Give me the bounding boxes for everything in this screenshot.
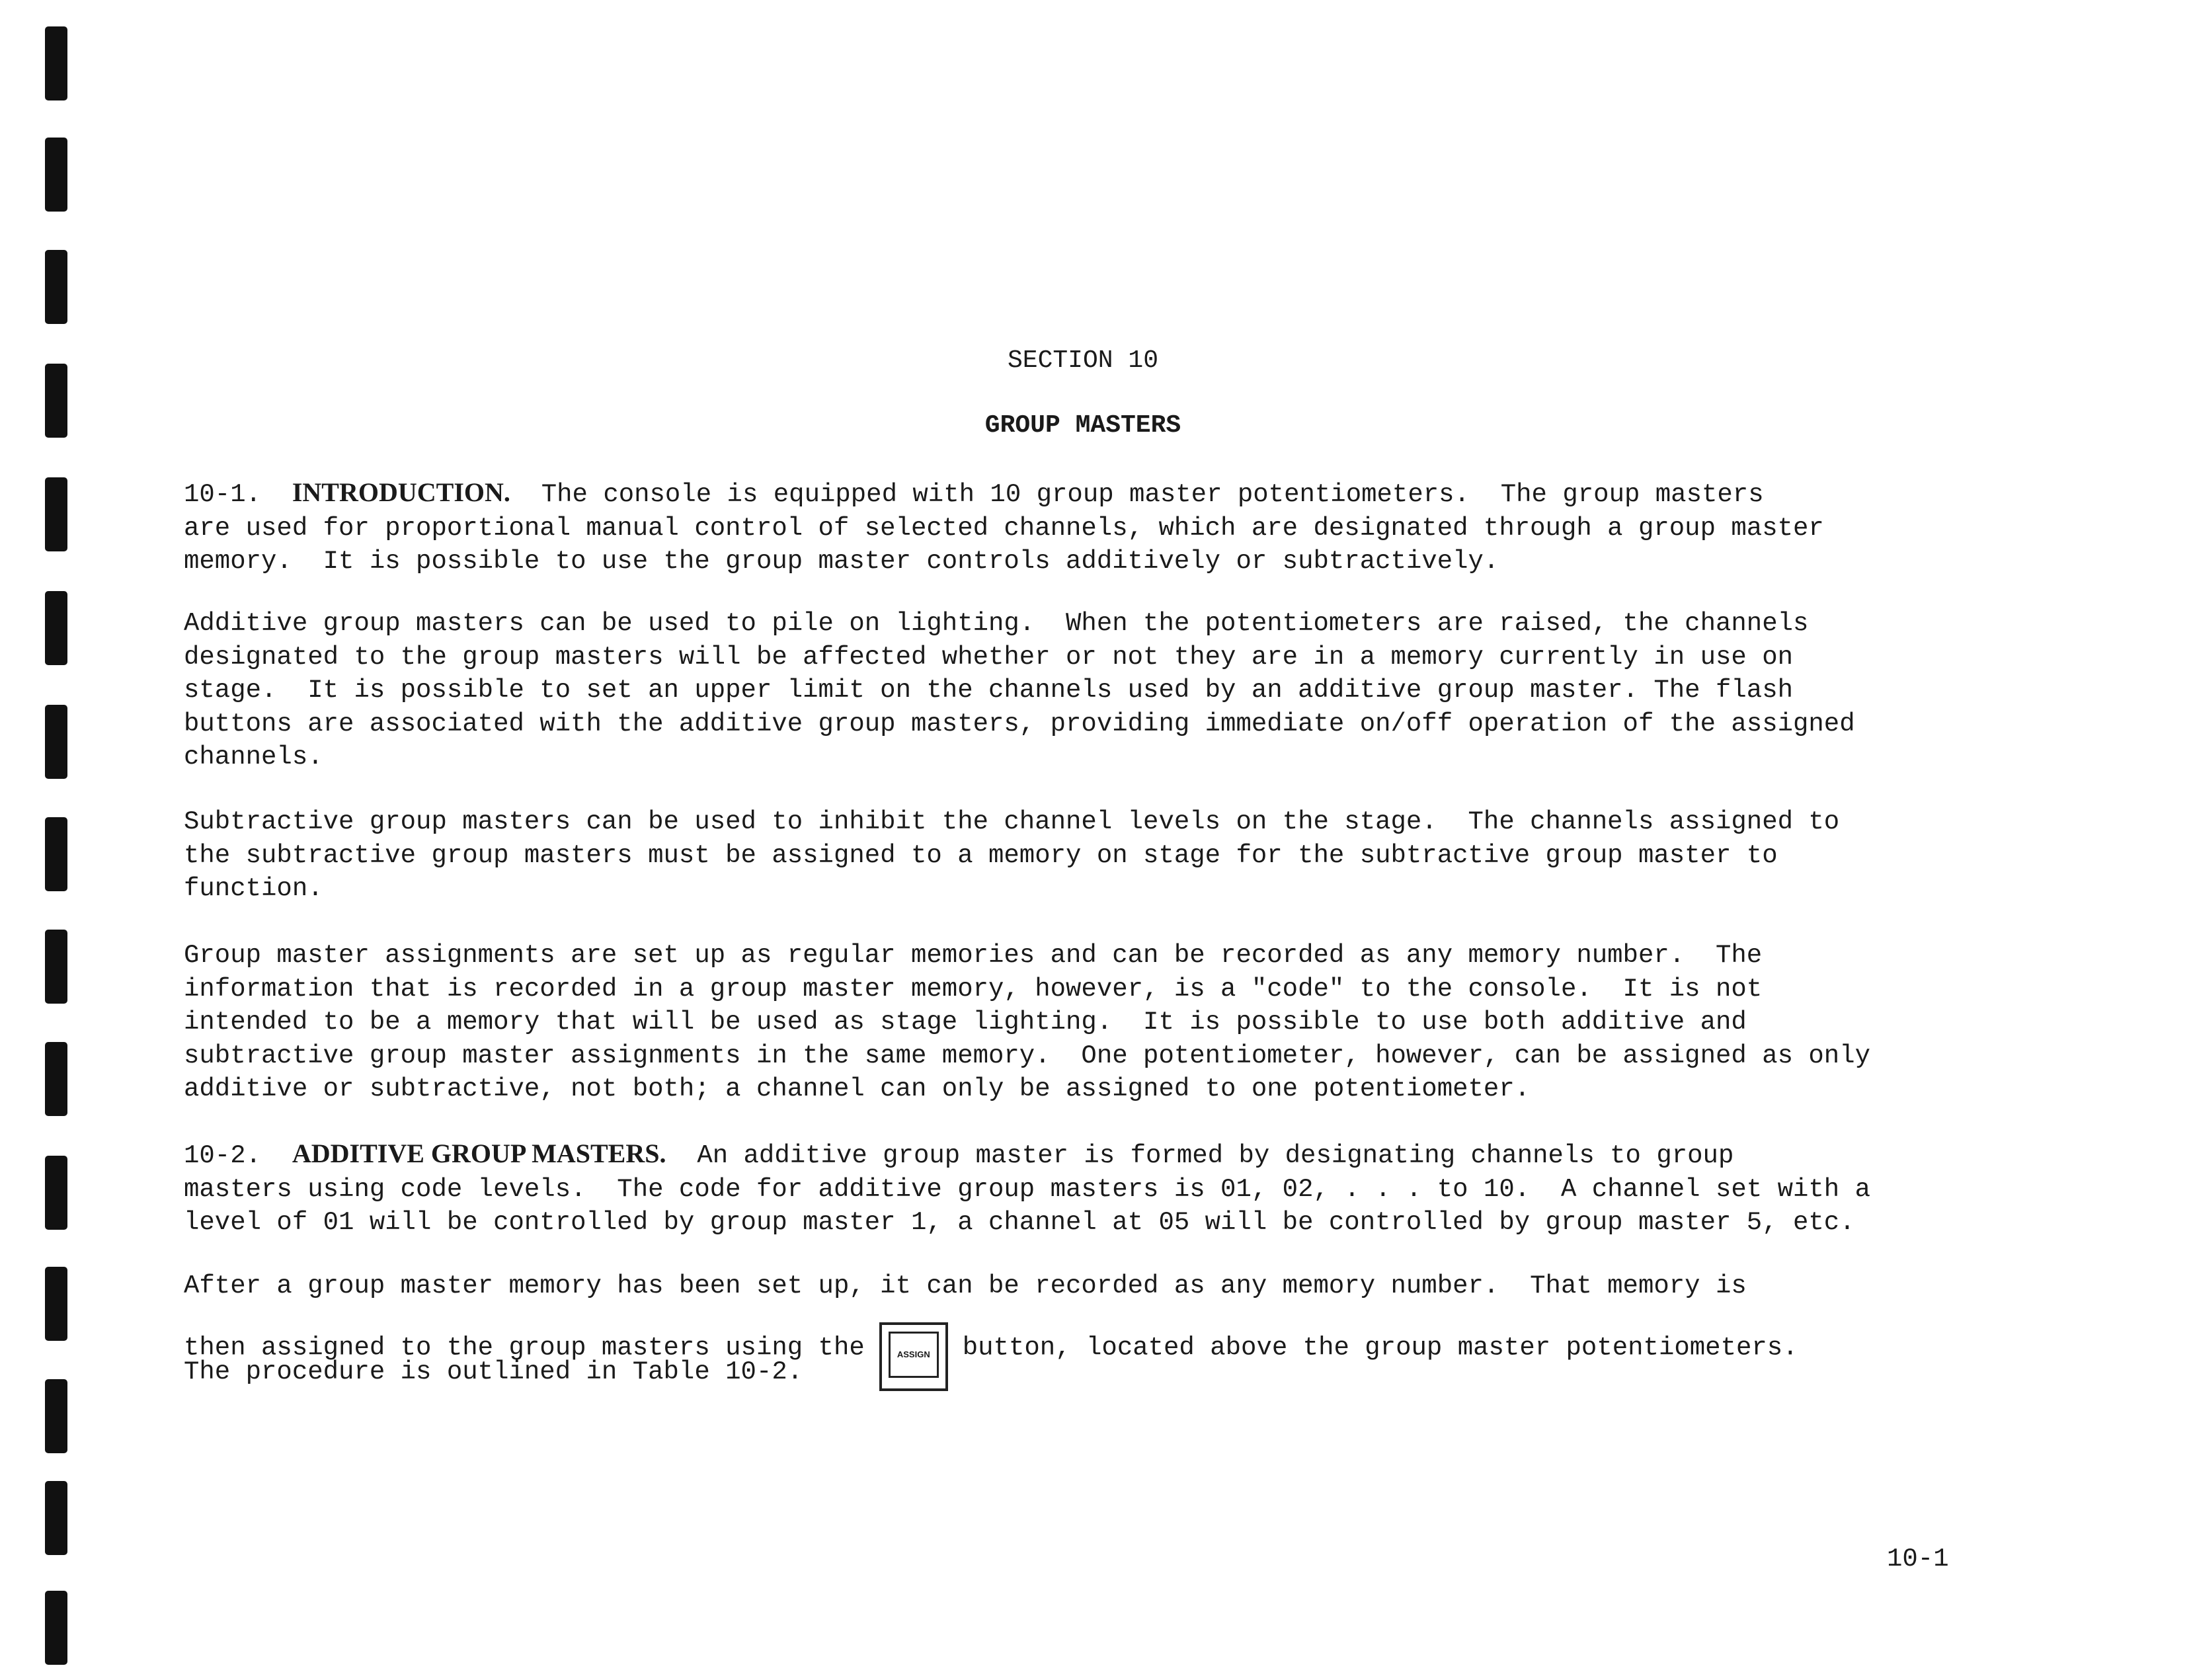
paragraph-heading: ADDITIVE GROUP MASTERS. xyxy=(292,1139,666,1168)
binding-hole xyxy=(45,250,67,324)
binding-hole xyxy=(45,1591,67,1665)
binding-hole xyxy=(45,591,67,665)
paragraph-assignments xyxy=(184,939,1982,1106)
paragraph-additive-group-masters xyxy=(184,1137,1982,1240)
paragraph-introduction xyxy=(184,476,1982,579)
paragraph-line: then assigned to the group masters using the xyxy=(184,1333,865,1363)
binding-hole xyxy=(45,364,67,438)
binding-hole xyxy=(45,1042,67,1116)
paragraph-line: designated to the group masters will be affected whether or not they are in a memory currently in use on xyxy=(184,642,1793,672)
paragraph-line: subtractive group master assignments in the same memory. One potentiometer, however, can be assigned as only xyxy=(184,1041,1871,1070)
paragraph-line: Additive group masters can be used to pile on lighting. When the potentiometers are raised, the channels xyxy=(184,609,1809,638)
paragraph-line: stage. It is possible to set an upper limit on the channels used by an additive group master. The flash xyxy=(184,676,1793,705)
binding-hole xyxy=(45,477,67,551)
paragraph-additive-overview xyxy=(184,607,1982,774)
section-subtitle: GROUP MASTERS xyxy=(984,411,1181,440)
paragraph-line: masters using code levels. The code for additive group masters is 01, 02, . . . to 10. A channel set with a xyxy=(184,1174,1871,1204)
paragraph-subtractive-overview xyxy=(184,805,1982,906)
paragraph-line: level of 01 will be controlled by group master 1, a channel at 05 will be controlled by group master 5, etc. xyxy=(184,1208,1855,1237)
binding-holes xyxy=(38,26,78,1666)
binding-hole xyxy=(45,1156,67,1230)
paragraph-line: An additive group master is formed by designating channels to group xyxy=(697,1141,1734,1170)
paragraph-line: button, located above the group master potentiometers. xyxy=(962,1333,1798,1363)
paragraph-line: Group master assignments are set up as regular memories and can be recorded as any memory number. The xyxy=(184,941,1763,970)
binding-hole xyxy=(45,1267,67,1341)
page-number: 10-1 xyxy=(1887,1544,1949,1574)
paragraph-line: channels. xyxy=(184,742,323,772)
paragraph-line: the subtractive group masters must be assigned to a memory on stage for the subtractive group master to xyxy=(184,840,1778,870)
paragraph-line: information that is recorded in a group master memory, however, is a "code" to the console. It is not xyxy=(184,974,1763,1004)
binding-hole xyxy=(45,1481,67,1555)
paragraph-line: buttons are associated with the additive group masters, providing immediate on/off operation of the assigned xyxy=(184,709,1855,739)
paragraph-assign-procedure xyxy=(184,1269,1982,1303)
binding-hole xyxy=(45,26,67,100)
paragraph-line: The procedure is outlined in Table 10-2. xyxy=(184,1357,803,1386)
paragraph-line: additive or subtractive, not both; a channel can only be assigned to one potentiometer. xyxy=(184,1074,1531,1103)
paragraph-line: intended to be a memory that will be used as stage lighting. It is possible to use both additive and xyxy=(184,1008,1747,1037)
section-title: SECTION 10 xyxy=(1007,346,1159,375)
binding-hole xyxy=(45,817,67,891)
paragraph-heading: INTRODUCTION. xyxy=(292,477,510,507)
binding-hole xyxy=(45,1379,67,1453)
paragraph-line: The console is equipped with 10 group master potentiometers. The group masters xyxy=(541,480,1764,509)
binding-hole xyxy=(45,138,67,212)
assign-key-label: ASSIGN xyxy=(889,1332,939,1378)
paragraph-line: function. xyxy=(184,874,323,903)
paragraph-line: are used for proportional manual control of selected channels, which are designated through a group master xyxy=(184,513,1824,543)
paragraph-line: memory. It is possible to use the group master controls additively or subtractively. xyxy=(184,547,1499,576)
binding-hole xyxy=(45,705,67,779)
binding-hole xyxy=(45,930,67,1004)
paragraph-number: 10-1. xyxy=(184,480,262,509)
paragraph-assign-procedure-end xyxy=(184,1355,1982,1389)
paragraph-line: Subtractive group masters can be used to inhibit the channel levels on the stage. The channels assigned to xyxy=(184,807,1840,836)
paragraph-line: After a group master memory has been set up, it can be recorded as any memory number. That memory is xyxy=(184,1271,1747,1300)
paragraph-number: 10-2. xyxy=(184,1141,262,1170)
